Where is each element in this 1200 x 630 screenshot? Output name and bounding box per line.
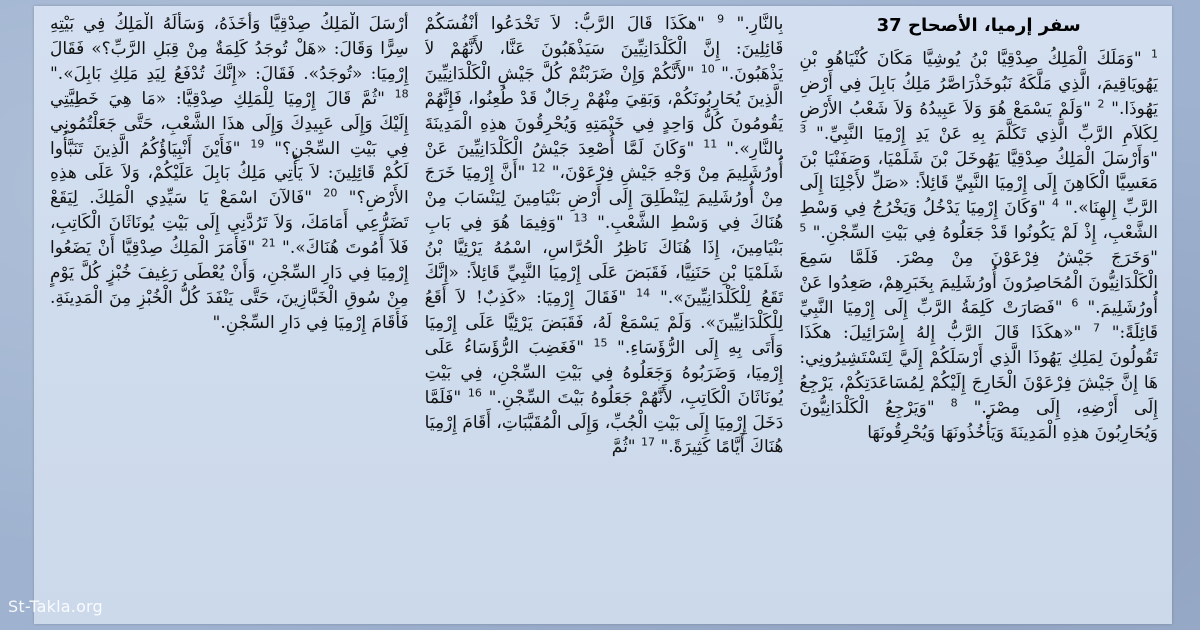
column-right xyxy=(799,12,1158,614)
verse-text: بِالنَّارِ." xyxy=(736,14,784,34)
column-left xyxy=(50,12,409,614)
verse-text: "وَفِيمَا هُوَ فِي بَابِ بَنْيَامِينَ، إِذَا هُنَاكَ نَاظِرُ الْحُرَّاسِ، اسْمُهُ يَرْئِيَّا بْنُ شَلَمْيَا بْنِ حَنَنِيَّا، فَقَبَضَ عَلَى إِرْمِيَا النَّبِيِّ قَائِلاً: «إِنَّكَ تَقَعُ لِلْكَلْدَانِيِّينَ»." xyxy=(424,213,784,308)
verse-number: 21 xyxy=(261,236,276,250)
verse-text: "وَكَانَ لَمَّا أُصْعِدَ جَيْشُ الْكَلْدَانِيِّينَ عَنْ أُورُشَلِيمَ مِنْ وَجْهِ جَيْشِ فِرْعَوْنَ،" xyxy=(424,138,784,184)
text-columns xyxy=(50,12,1158,614)
verse-number: 18 xyxy=(394,87,409,101)
verse-text: "وَمَلَكَ الْمَلِكُ صِدْقِيَّا بْنُ يُوشِيَّا مَكَانَ كُنْيَاهُو بْنِ يَهُويَاقِيمَ، الَّذِي مَلَّكَهُ نَبُوخَذْرَاصَّرُ مَلِكُ بَابِلَ فِي أَرْضِ يَهُوذَا." xyxy=(799,48,1158,119)
verse-text: أَرْسَلَ الْمَلِكُ صِدْقِيَّا وَأَخَذَهُ، وَسَأَلَهُ الْمَلِكُ فِي بَيْتِهِ سِرًّا وَقَالَ: «هَلْ تُوجَدُ كَلِمَةٌ مِنْ قِبَلِ الرَّبِّ؟» فَقَالَ إِرْمِيَا: «تُوجَدُ». فَقَالَ: «إِنَّكَ تُدْفَعُ لِيَدِ مَلِكِ بَابِلَ»." xyxy=(49,14,409,84)
chapter-title: سفر إرميا، الأصحاح 37 xyxy=(876,15,1081,36)
verse-text: "هكَذَا قَالَ الرَّبُّ: لاَ تَخْدَعُوا أَنْفُسَكُمْ قَائِلِينَ: إِنَّ الْكَلْدَانِيِّينَ سَيَذْهَبُونَ عَنَّا، لأَنَّهُمْ لاَ يَذْهَبُونَ." xyxy=(424,14,784,84)
verse-text: "لأَنَّكُمْ وَإِنْ ضَرَبْتُمْ كُلَّ جَيْشِ الْكَلْدَانِيِّينَ الَّذِينَ يُحَارِبُونَكُمْ، وَبَقِيَ مِنْهُمْ رِجَالٌ قَدْ طُعِنُوا، فَإِنَّهُمْ يَقُومُونَ كُلُّ وَاحِدٍ فِي خَيْمَتِهِ وَيُحْرِقُونَ هذِهِ الْمَدِينَةَ بِالنَّارِ»." xyxy=(424,63,784,159)
verse-text: "أَنَّ إِرْمِيَا خَرَجَ مِنْ أُورُشَلِيمَ لِيَنْطَلِقَ إِلَى أَرْضِ بَنْيَامِينَ لِيَنْسَابَ مِنْ هُنَاكَ فِي وَسْطِ الشَّعْبِ." xyxy=(424,163,784,234)
column-text xyxy=(799,47,1158,446)
verse-number: 15 xyxy=(593,336,608,350)
verse-number: 19 xyxy=(250,136,265,150)
verse-text: "وَيَرْجِعُ الْكَلْدَانِيُّونَ وَيُحَارِبُونَ هذِهِ الْمَدِينَةَ وَيَأْخُذُونَهَا وَيُحْرِقُونَهَا xyxy=(799,397,1158,443)
verse-number: 3 xyxy=(799,121,807,135)
verse-text: "ثُمَّ xyxy=(611,437,636,458)
verse-text: "فَصَارَتْ كَلِمَةُ الرَّبِّ إِلَى إِرْمِيَا النَّبِيِّ قَائِلَةً:" xyxy=(799,297,1158,343)
column-text xyxy=(50,12,409,336)
verse-number: 7 xyxy=(1093,321,1101,335)
column-middle xyxy=(425,12,784,614)
text-card xyxy=(34,6,1172,624)
site-watermark: St-Takla.org xyxy=(8,597,103,616)
verse-text: "وَخَرَجَ جَيْشُ فِرْعَوْنَ مِنْ مِصْرَ. فَلَمَّا سَمِعَ الْكَلْدَانِيُّونَ الْمُحَاصِرُونَ أُورُشَلِيمَ بِخَبَرِهِمْ، صَعِدُوا عَنْ أُورُشَلِيمَ." xyxy=(799,248,1158,318)
column-text xyxy=(425,12,784,460)
verse-text: "ثُمَّ قَالَ إِرْمِيَا لِلْمَلِكِ صِدْقِيَّا: «مَا هِيَ خَطِيَّتِي إِلَيْكَ وَإِلَى عَبِيدِكَ وَإِلَى هذَا الشَّعْبِ، حَتَّى جَعَلْتُمُونِي فِي بَيْتِ السِّجْنِ؟" xyxy=(49,88,409,159)
verse-number: 8 xyxy=(950,395,958,409)
verse-number: 13 xyxy=(573,211,588,225)
verse-text: "وَأَرْسَلَ الْمَلِكُ صِدْقِيَّا يَهُوخَلَ بْنَ شَلَمْيَا، وَصَفَنْيَا بْنَ مَعَسِيَّا الْكَاهِنَ إِلَى إِرْمِيَا النَّبِيِّ قَائِلاً: «صَلِّ لأَجْلِنَا إِلَى الرَّبِّ إِلهِنَا»." xyxy=(799,148,1158,219)
verse-number: 11 xyxy=(703,136,718,150)
verse-text: "وَلَمْ يَسْمَعْ هُوَ وَلاَ عَبِيدُهُ وَلاَ شَعْبُ الأَرْضِ لِكَلاَمِ الرَّبِّ الَّذِي تَكَلَّمَ بِهِ عَنْ يَدِ إِرْمِيَا النَّبِيِّ." xyxy=(799,98,1158,144)
verse-text: "وَكَانَ إِرْمِيَا يَدْخُلُ وَيَخْرُجُ فِي وَسْطِ الشَّعْبِ، إِذْ لَمْ يَكُونُوا قَدْ جَعَلُوهُ فِي بَيْتِ السِّجْنِ." xyxy=(799,198,1158,244)
verse-text: "فَأَيْنَ أَنْبِيَاؤُكُمُ الَّذِينَ تَنَبَّأُوا لَكُمْ قَائِلِينَ: لاَ يَأْتِي مَلِكُ بَابِلَ عَلَيْكُمْ، وَلاَ عَلَى هذِهِ الأَرْضِ؟" xyxy=(49,138,409,209)
verse-text: "فَلَمَّا دَخَلَ إِرْمِيَا إِلَى بَيْتِ الْجُبِّ، وَإِلَى الْمُقَبَّبَاتِ، أَقَامَ إِرْمِيَا هُنَاكَ أَيَّامًا كَثِيرَةً." xyxy=(424,387,784,458)
verse-number: 6 xyxy=(1071,296,1079,310)
verse-text: "فَغَضِبَ الرُّؤَسَاءُ عَلَى إِرْمِيَا، وَضَرَبُوهُ وَجَعَلُوهُ فِي بَيْتِ السِّجْنِ، فِي بَيْتِ يُونَاثَانَ الْكَاتِبِ، لأَنَّهُمْ جَعَلُوهُ بَيْتَ السِّجْنِ." xyxy=(424,337,784,408)
verse-number: 14 xyxy=(636,286,651,300)
verse-text: "فَالآنَ اسْمَعْ يَا سَيِّدِي الْمَلِكَ. لِيَقَعْ تَضَرُّعِي أَمَامَكَ، وَلاَ تَرُدَّنِي إِلَى بَيْتِ يُونَاثَانَ الْكَاتِبِ، فَلاَ أَمُوتَ هُنَاكَ»." xyxy=(49,188,409,259)
verse-number: 20 xyxy=(323,186,338,200)
verse-number: 4 xyxy=(1051,196,1059,210)
verse-number: 9 xyxy=(717,12,725,26)
verse-number: 10 xyxy=(700,62,715,76)
verse-text: "فَأَمَرَ الْمَلِكُ صِدْقِيَّا أَنْ يَضَعُوا إِرْمِيَا فِي دَارِ السِّجْنِ، وَأَنْ يُعْطَى رَغِيفَ خُبْزٍ كُلَّ يَوْمٍ مِنْ سُوقِ الْخَبَّازِينَ، حَتَّى يَنْفَدَ كُلُّ الْخُبْزِ مِنَ الْمَدِينَةِ. فَأَقَامَ إِرْمِيَا فِي دَارِ السِّجْنِ." xyxy=(49,238,409,333)
verse-text: "«هكَذَا قَالَ الرَّبُّ إِلهُ إِسْرَائِيلَ: هكَذَا تَقُولُونَ لِمَلِكِ يَهُوذَا الَّذِي أَرْسَلَكُمْ إِلَيَّ لِتَسْتَشِيرُونِي: هَا إِنَّ جَيْشَ فِرْعَوْنَ الْخَارِجَ إِلَيْكُمْ لِمُسَاعَدَتِكُمْ، يَرْجِعُ إِلَى أَرْضِهِ، إِلَى مِصْرَ." xyxy=(799,322,1158,418)
verse-number: 16 xyxy=(467,385,482,399)
verse-number: 1 xyxy=(1151,47,1158,61)
verse-number: 5 xyxy=(799,221,807,235)
verse-number: 2 xyxy=(1097,97,1105,111)
verse-text: "فَقَالَ إِرْمِيَا: «كَذِبٌ! لاَ أَقَعُ لِلْكَلْدَانِيِّينَ». وَلَمْ يَسْمَعْ لَهُ، فَقَبَضَ يَرْئِيَّا عَلَى إِرْمِيَا وَأَتَى بِهِ إِلَى الرُّؤَسَاءِ." xyxy=(424,287,784,358)
verse-number: 17 xyxy=(641,435,656,449)
verse-number: 12 xyxy=(531,161,546,175)
